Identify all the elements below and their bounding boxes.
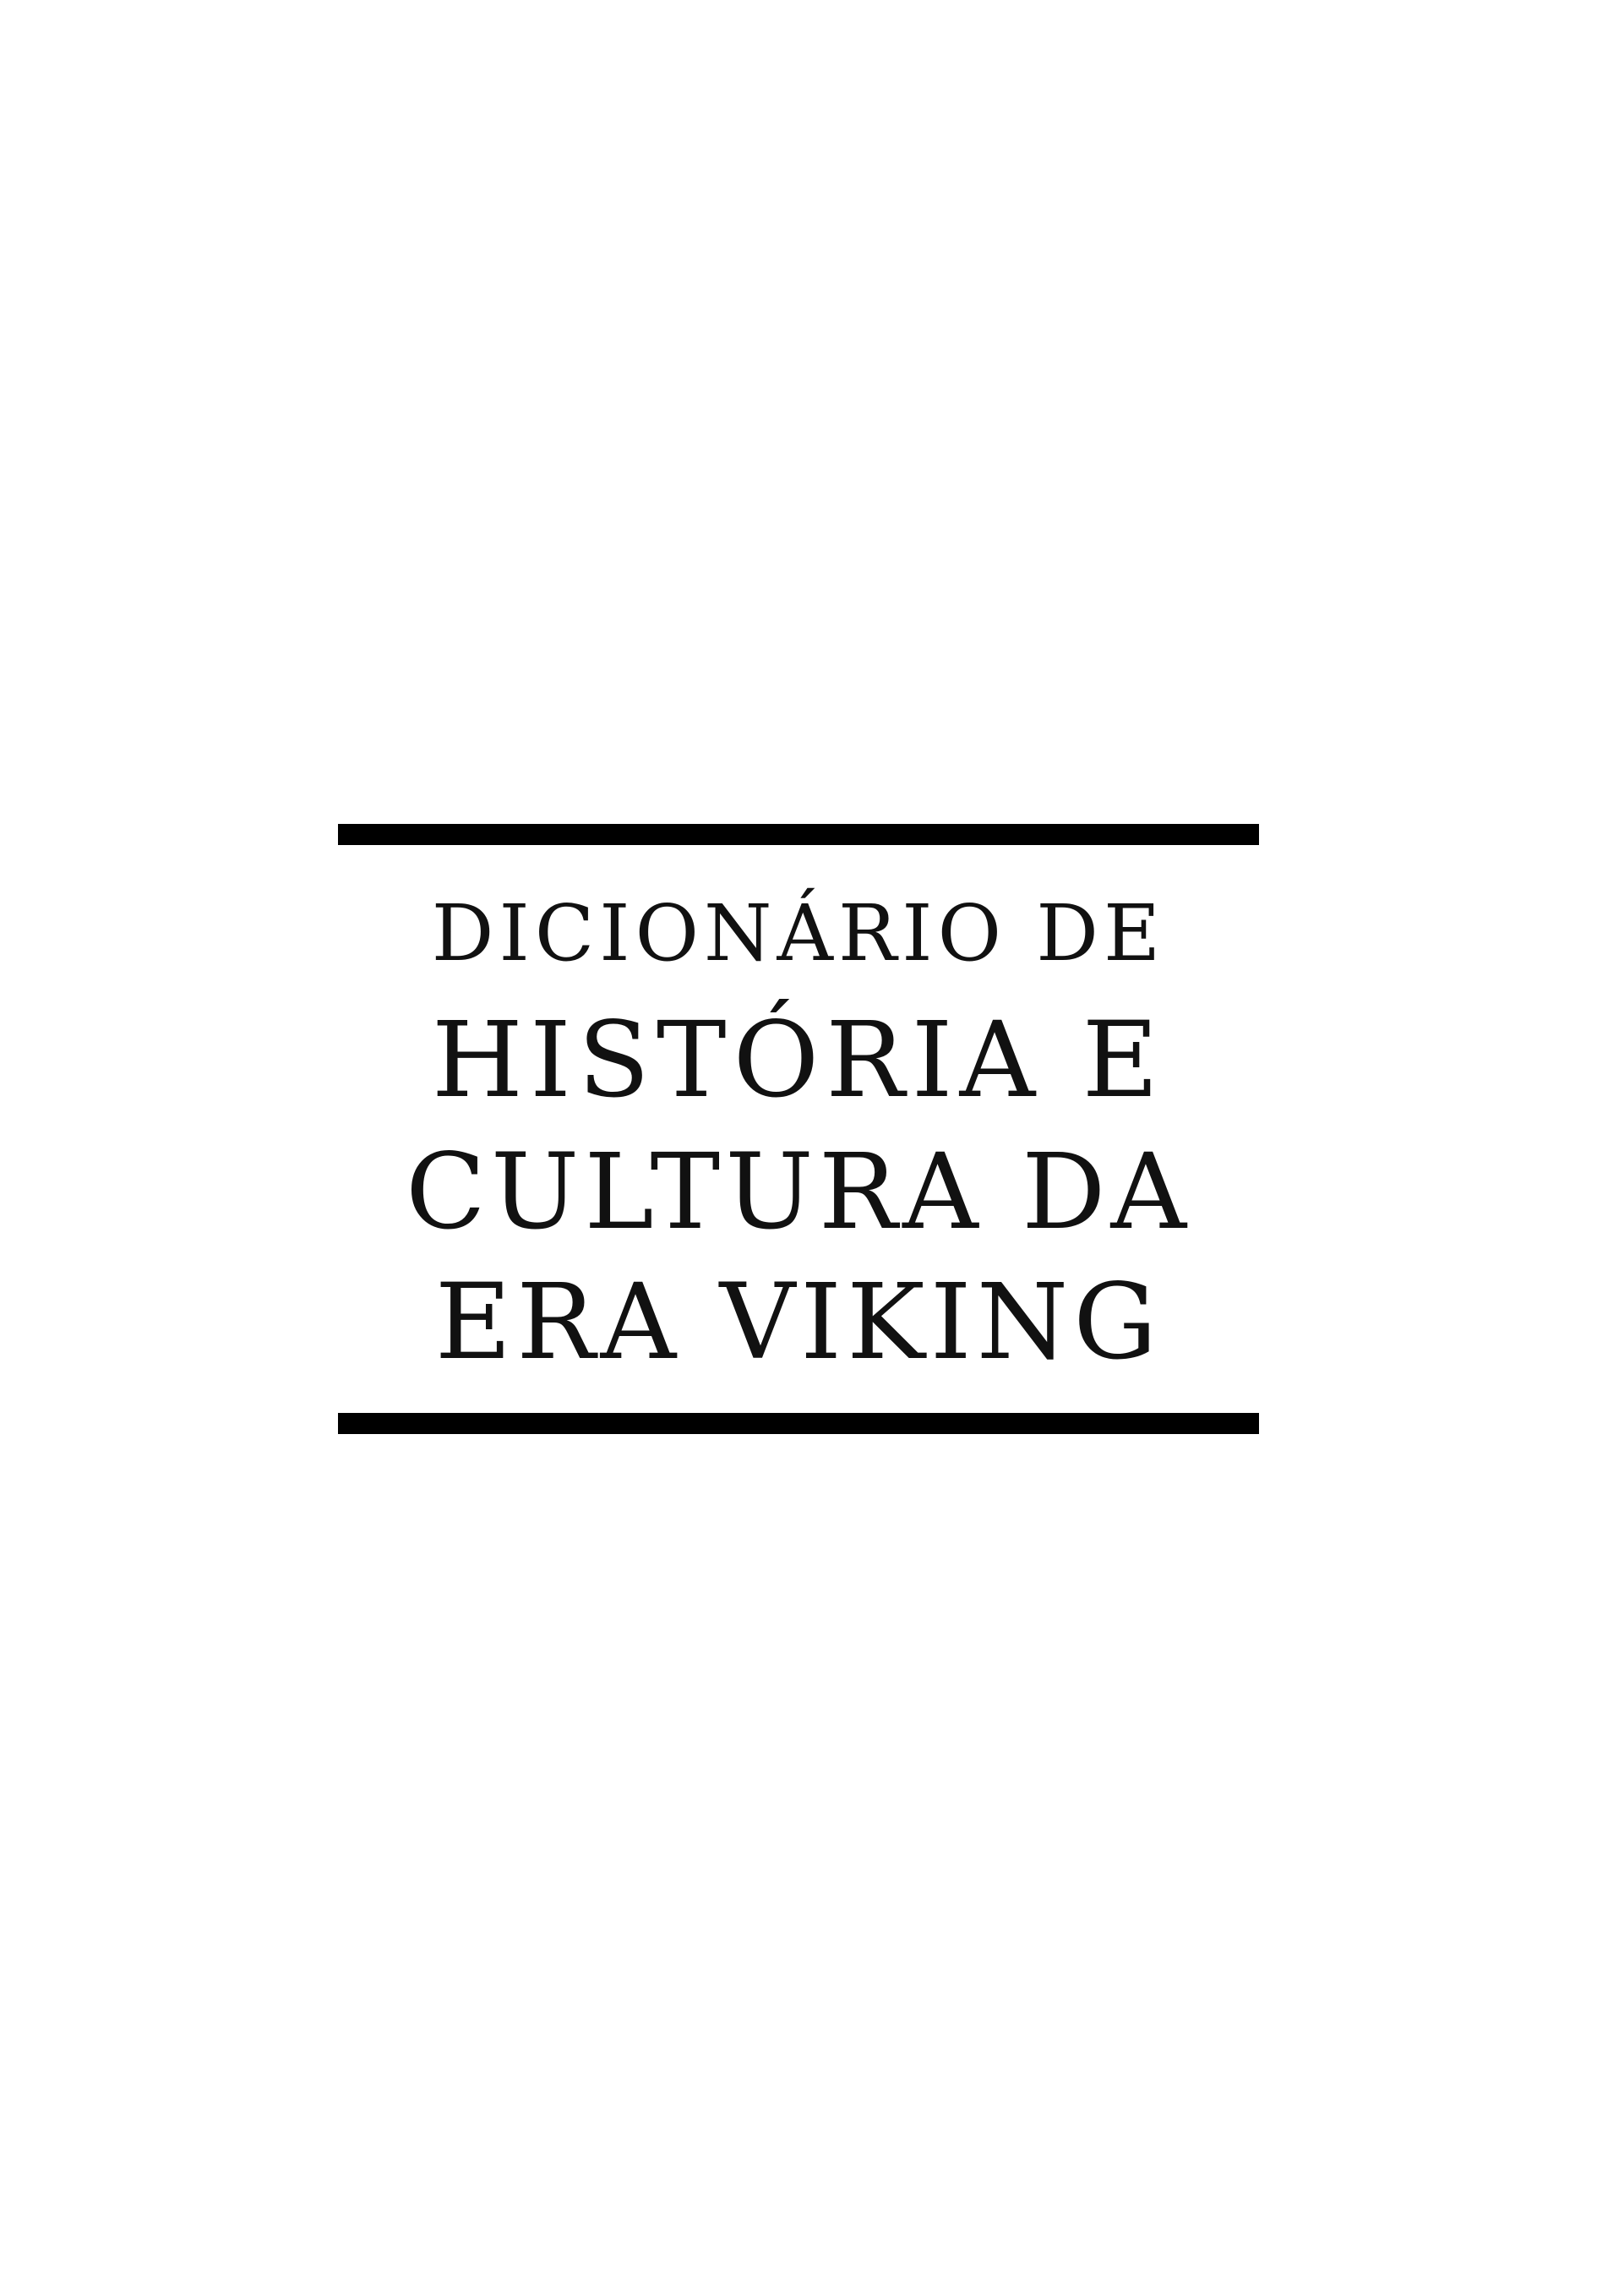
title-line-2: HISTÓRIA E [431,1000,1166,1121]
title-line-1: DICIONÁRIO DE [431,888,1166,979]
book-title [330,875,1267,1399]
title-line-4: ERA VIKING [434,1262,1163,1383]
top-rule [338,824,1259,845]
title-line-3: CULTURA DA [405,1132,1192,1253]
bottom-rule [338,1413,1259,1434]
